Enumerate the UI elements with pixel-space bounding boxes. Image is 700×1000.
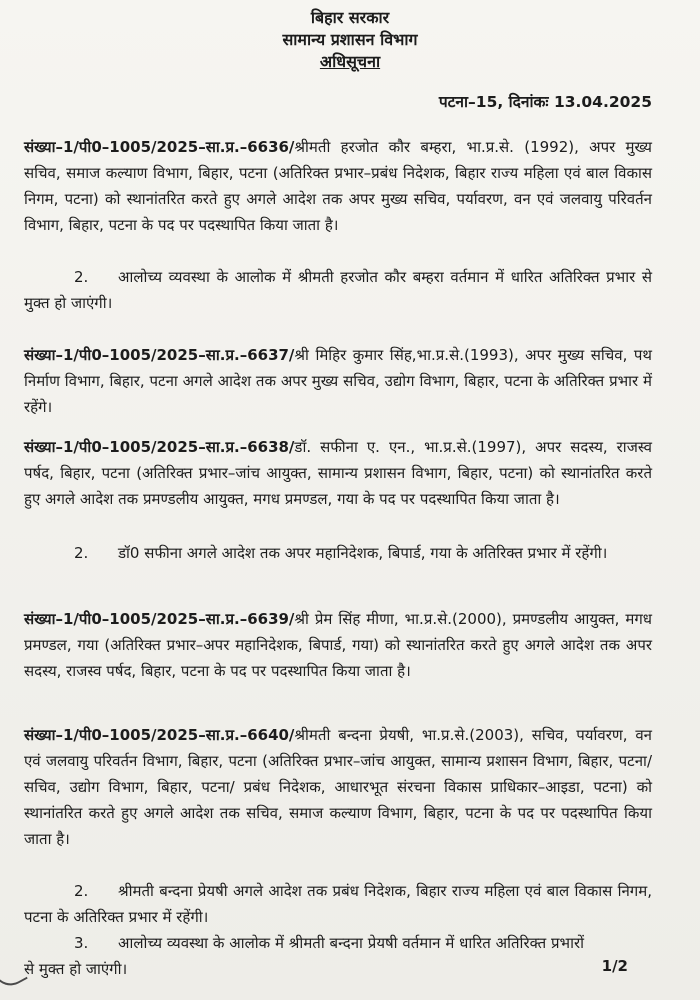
order-paragraph: [24, 342, 652, 420]
order-reference: संख्या–1/पी0–1005/2025–सा.प्र.–6636/: [24, 138, 295, 156]
order-paragraph: [24, 606, 652, 684]
order-subclause: [24, 264, 652, 316]
order-reference: संख्या–1/पी0–1005/2025–सा.प्र.–6639/: [24, 610, 295, 628]
order-reference: संख्या–1/पी0–1005/2025–सा.प्र.–6638/: [24, 438, 295, 456]
clause-text: श्रीमती बन्दना प्रेयषी अगले आदेश तक प्रबंध निदेशक, बिहार राज्य महिला एवं बाल विकास निगम, पटना के अतिरिक्त प्रभार में रहेंगी।: [24, 882, 652, 926]
order-text: श्री मिहिर कुमार सिंह,भा.प्र.से.(1993), अपर मुख्य सचिव, पथ निर्माण विभाग, बिहार, पटना अगले आदेश तक अपर मुख्य सचिव, उद्योग विभाग, बिहार, पटना के अतिरिक्त प्रभार में रहेंगे।: [24, 346, 652, 416]
order-text: श्री प्रेम सिंह मीणा, भा.प्र.से.(2000), प्रमण्डलीय आयुक्त, मगध प्रमण्डल, गया (अतिरिक्त प्रभार–अपर महानिदेशक, बिपार्ड, गया) को स्थानांतरित करते हुए अगले आदेश तक अपर सदस्य, राजस्व पर्षद, बिहार, पटना के पद पर पदस्थापित किया जाता है।: [24, 610, 652, 680]
clause-text: आलोच्य व्यवस्था के आलोक में श्रीमती हरजोत कौर बम्हरा वर्तमान में धारित अतिरिक्त प्रभार से मुक्त हो जाएंगी।: [24, 268, 652, 312]
order-subclause: [24, 878, 652, 930]
order-reference: संख्या–1/पी0–1005/2025–सा.प्र.–6640/: [24, 726, 295, 744]
order-paragraph: [24, 722, 652, 852]
order-subclause: [24, 540, 652, 566]
order-reference: संख्या–1/पी0–1005/2025–सा.प्र.–6637/: [24, 346, 295, 364]
clause-number: 2.: [74, 882, 89, 900]
order-text: श्रीमती हरजोत कौर बम्हरा, भा.प्र.से. (1992), अपर मुख्य सचिव, समाज कल्याण विभाग, बिहार, पटना (अतिरिक्त प्रभार–प्रबंध निदेशक, बिहार राज्य महिला एवं बाल विकास निगम, पटना) को स्थानांतरित करते हुए अगले आदेश तक अपर मुख्य सचिव, पर्यावरण, वन एवं जलवायु परिवर्तन विभाग, बिहार, पटना के पद पर पदस्थापित किया जाता है।: [24, 138, 652, 234]
order-paragraph: [24, 434, 652, 512]
order-subclause: [24, 930, 584, 982]
order-text: श्रीमती बन्दना प्रेयषी, भा.प्र.से.(2003), सचिव, पर्यावरण, वन एवं जलवायु परिवर्तन विभाग, बिहार, पटना (अतिरिक्त प्रभार–जांच आयुक्त, सामान्य प्रशासन विभाग, बिहार, पटना/सचिव, उद्योग विभाग, बिहार, पटना/ प्रबंध निदेशक, आधारभूत संरचना विकास प्राधिकार–आइडा, पटना) को स्थानांतरित करते हुए अगले आदेश तक सचिव, समाज कल्याण विभाग, बिहार, पटना के पद पर पदस्थापित किया जाता है।: [24, 726, 652, 848]
clause-text: डॉ0 सफीना अगले आदेश तक अपर महानिदेशक, बिपार्ड, गया के अतिरिक्त प्रभार में रहेंगी।: [118, 544, 608, 562]
clause-number: 2.: [74, 544, 89, 562]
government-name: बिहार सरकार: [310, 8, 390, 27]
notification-title: अधिसूचना: [319, 52, 381, 71]
page-number: 1/2: [601, 957, 628, 975]
department-name: सामान्य प्रशासन विभाग: [282, 30, 418, 49]
clause-number: 3.: [74, 934, 89, 952]
clause-number: 2.: [74, 268, 89, 286]
order-paragraph: [24, 134, 652, 238]
order-text: डॉ. सफीना ए. एन., भा.प्र.से.(1997), अपर सदस्य, राजस्व पर्षद, बिहार, पटना (अतिरिक्त प्रभार–जांच आयुक्त, सामान्य प्रशासन विभाग, बिहार, पटना) को स्थानांतरित करते हुए अगले आदेश तक प्रमण्डलीय आयुक्त, मगध प्रमण्डल, गया के पद पर पदस्थापित किया जाता है।: [24, 438, 652, 508]
dateline: पटना–15, दिनांकः 13.04.2025: [438, 93, 652, 111]
clause-text: आलोच्य व्यवस्था के आलोक में श्रीमती बन्दना प्रेयषी वर्तमान में धारित अतिरिक्त प्रभारों से मुक्त हो जाएंगी।: [24, 934, 584, 978]
